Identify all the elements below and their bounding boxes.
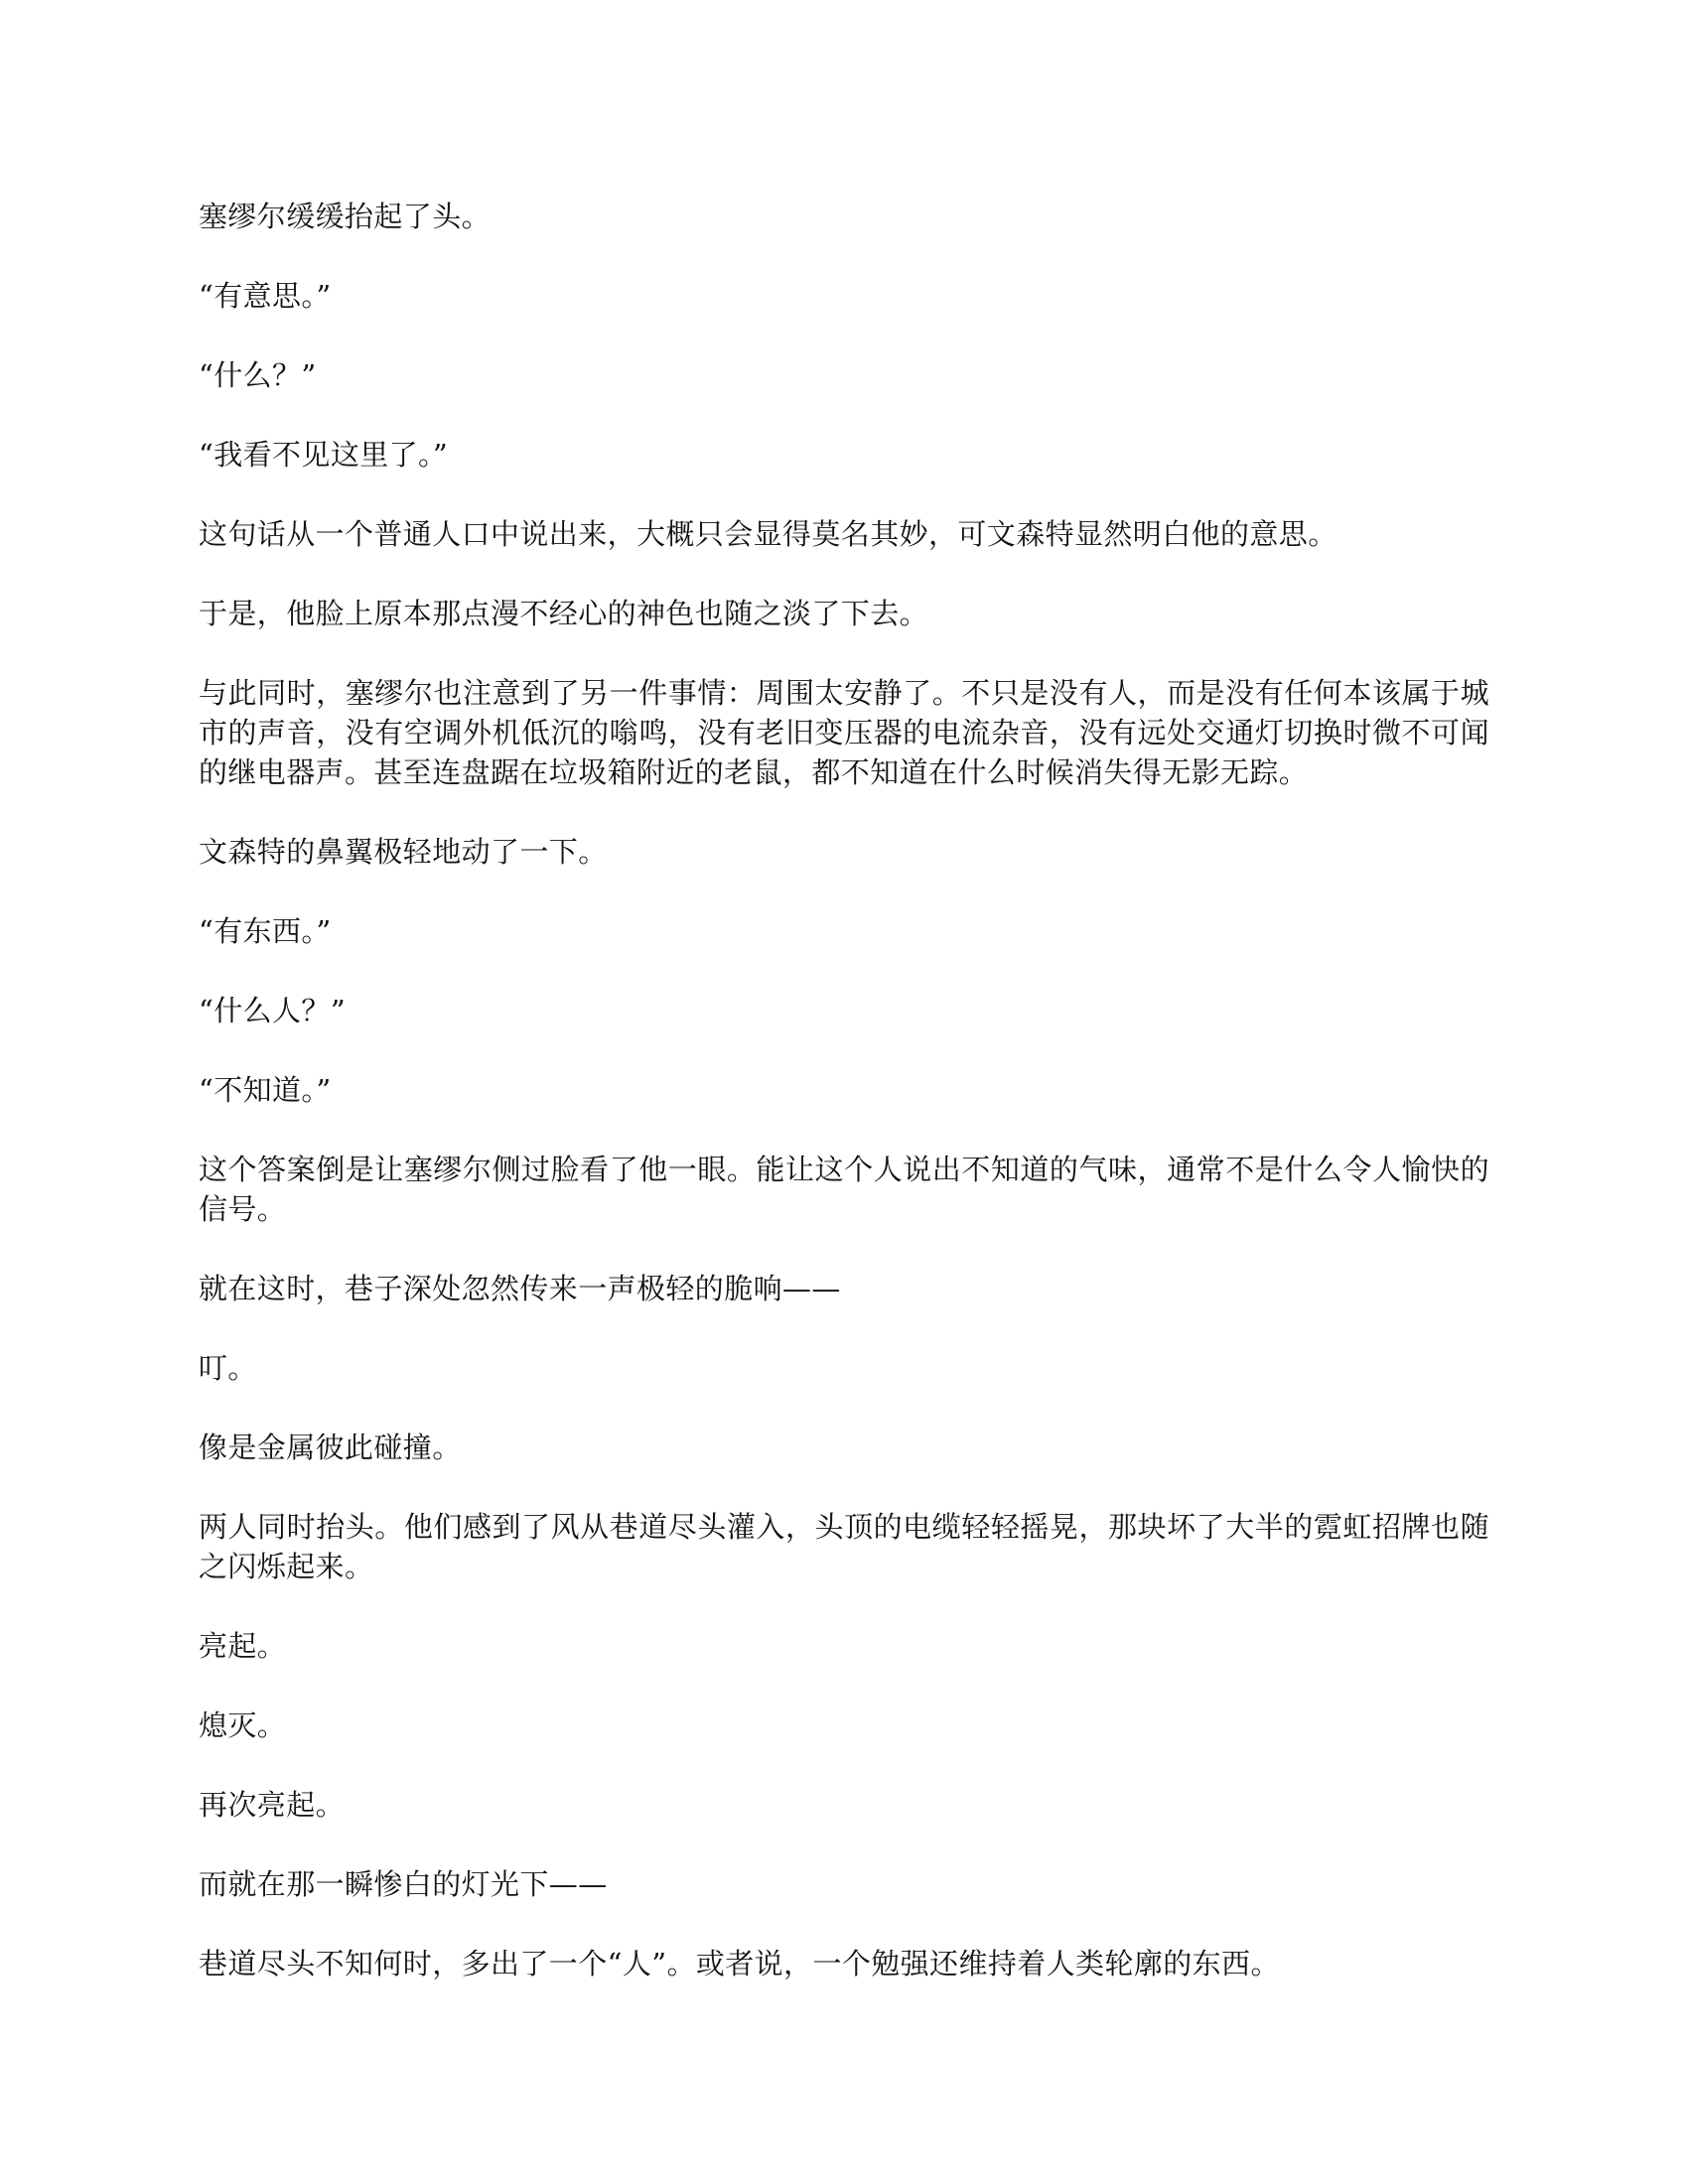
paragraph: 而就在那一瞬惨白的灯光下—— [199, 1867, 608, 1901]
paragraph: 于是，他脸上原本那点漫不经心的神色也随之淡了下去。 [199, 597, 929, 630]
paragraph: “有意思。” [199, 279, 332, 313]
paragraph: 这个答案倒是让塞缪尔侧过脸看了他一眼。能让这个人说出不知道的气味，通常不是什么令人愉快的信号。 [199, 1153, 1489, 1226]
paragraph: 再次亮起。 [199, 1788, 346, 1822]
paragraph: “什么人？” [199, 994, 347, 1027]
paragraph: 像是金属彼此碰撞。 [199, 1431, 462, 1464]
paragraph: 巷道尽头不知何时，多出了一个“人”。或者说，一个勉强还维持着人类轮廓的东西。 [199, 1947, 1280, 1980]
paragraph: 塞缪尔缓缓抬起了头。 [199, 200, 492, 233]
paragraph: 与此同时，塞缪尔也注意到了另一件事情：周围太安静了。不只是没有人，而是没有任何本该属于城市的声音，没有空调外机低沉的嗡鸣，没有老旧变压器的电流杂音，没有远处交通灯切换时微不可闻的继电器声。甚至连盘踞在垃圾箱附近的老鼠，都不知道在什么时候消失得无影无踪。 [199, 676, 1489, 789]
paragraph: 亮起。 [199, 1629, 287, 1663]
paragraph: 这句话从一个普通人口中说出来，大概只会显得莫名其妙，可文森特显然明白他的意思。 [199, 517, 1337, 551]
paragraph: “不知道。” [199, 1073, 332, 1107]
paragraph: 两人同时抬头。他们感到了风从巷道尽头灌入，头顶的电缆轻轻摇晃，那块坏了大半的霓虹招牌也随之闪烁起来。 [199, 1510, 1489, 1583]
paragraph: 熄灭。 [199, 1708, 287, 1742]
paragraph: “我看不见这里了。” [199, 438, 449, 472]
paragraph: “有东西。” [199, 914, 332, 948]
story-text [199, 197, 1489, 2023]
paragraph: “什么？” [199, 358, 317, 392]
paragraph: 就在这时，巷子深处忽然传来一声极轻的脆响—— [199, 1272, 841, 1305]
paragraph: 文森特的鼻翼极轻地动了一下。 [199, 835, 608, 869]
paragraph: 叮。 [199, 1351, 257, 1385]
